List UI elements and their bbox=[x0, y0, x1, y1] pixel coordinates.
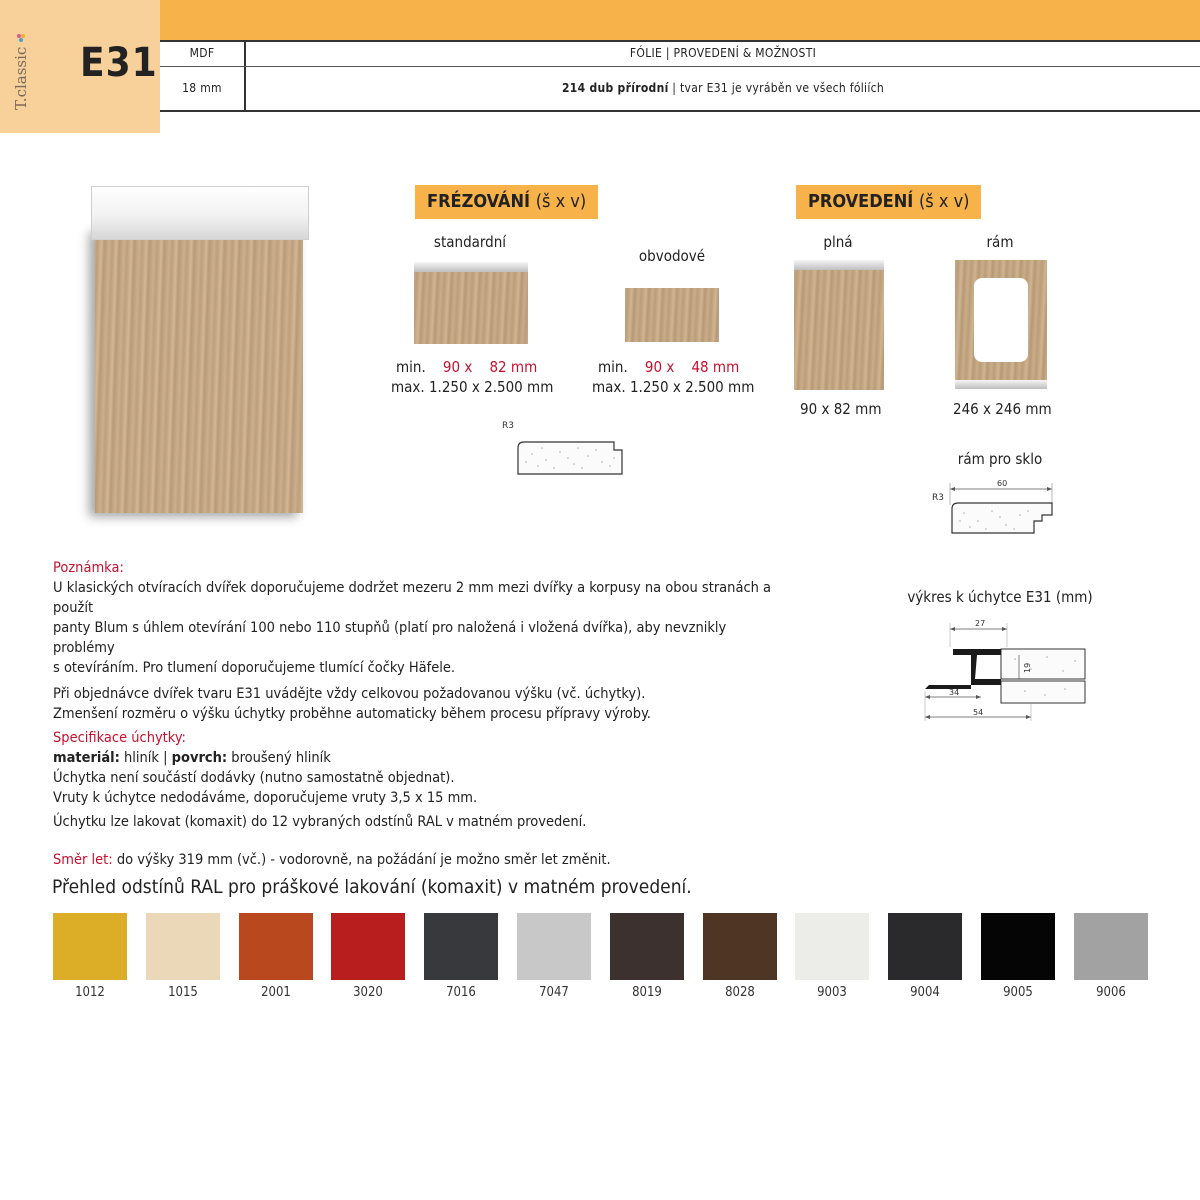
ral-title: Přehled odstínů RAL pro práškové lakování (komaxit) v matném provedení. bbox=[52, 876, 692, 898]
dim-54: 54 bbox=[973, 708, 984, 717]
ral-code-9003: 9003 bbox=[817, 985, 847, 1000]
ral-code-9006: 9006 bbox=[1096, 985, 1126, 1000]
frame-sample bbox=[955, 260, 1047, 380]
ral-swatch-9006 bbox=[1074, 913, 1148, 980]
ral-code-9004: 9004 bbox=[910, 985, 940, 1000]
order-line-2: Zmenšení rozměru o výšku úchytky proběhne automaticky během procesu přípravy výroby. bbox=[53, 706, 651, 722]
spec-line-3: Vruty k úchytce nedodáváme, doporučujeme vruty 3,5 x 15 mm. bbox=[53, 790, 478, 806]
col-header-foil: FÓLIE | PROVEDENÍ & MOŽNOSTI bbox=[629, 46, 817, 60]
spec-line-2: Úchytka není součástí dodávky (nutno samostatně objednat). bbox=[53, 770, 455, 786]
solid-handle-strip bbox=[794, 260, 884, 270]
design-header: PROVEDENÍ (š x v) bbox=[796, 185, 981, 219]
ral-code-2001: 2001 bbox=[261, 985, 291, 1000]
dim-27: 27 bbox=[975, 619, 986, 628]
door-handle-image bbox=[91, 186, 309, 240]
handle-technical-drawing bbox=[915, 615, 1090, 725]
note-line-2: panty Blum s úhlem otevírání 100 nebo 110 stupňů (platí pro naložená i vložená dvířka), aby nevznikly problémy bbox=[53, 620, 727, 656]
brand-logo-text: T.classic bbox=[12, 46, 30, 110]
ral-code-3020: 3020 bbox=[353, 985, 383, 1000]
frame-dims: 246 x 246 mm bbox=[953, 400, 1052, 418]
model-code: E31 bbox=[80, 40, 158, 86]
dim-34: 34 bbox=[949, 688, 960, 697]
solid-sample bbox=[794, 270, 884, 390]
spec-title: Specifikace úchytky: bbox=[53, 730, 186, 746]
ral-code-9005: 9005 bbox=[1003, 985, 1033, 1000]
handle-drawing-title: výkres k úchytce E31 (mm) bbox=[907, 588, 1093, 606]
ral-swatch-8028 bbox=[703, 913, 777, 980]
milling-profile-drawing bbox=[502, 418, 632, 480]
ral-swatch-7016 bbox=[424, 913, 498, 980]
foil-note: | tvar E31 je vyráběn ve všech fóliích bbox=[668, 81, 885, 95]
standard-max: max. 1.250 x 2.500 mm bbox=[391, 378, 554, 396]
spec-material: materiál: hliník | povrch: broušený hliník bbox=[53, 750, 331, 766]
ral-code-1012: 1012 bbox=[75, 985, 105, 1000]
dim-19: 19 bbox=[1023, 662, 1032, 673]
ral-code-8028: 8028 bbox=[725, 985, 755, 1000]
ral-swatch-2001 bbox=[239, 913, 313, 980]
ral-code-1015: 1015 bbox=[168, 985, 198, 1000]
note-line-1: U klasických otvíracích dvířek doporučujeme dodržet mezeru 2 mm mezi dvířky a korpusy na obou stranách a použít bbox=[53, 580, 772, 616]
table-row-divider bbox=[160, 66, 1200, 67]
order-line-1: Při objednávce dvířek tvaru E31 uvádějte vždy celkovou požadovanou výšku (vč. úchytky). bbox=[53, 686, 646, 702]
ral-swatch-9004 bbox=[888, 913, 962, 980]
spec-line-4: Úchytku lze lakovat (komaxit) do 12 vybraných odstínů RAL v matném provedení. bbox=[53, 814, 587, 830]
ral-swatch-9005 bbox=[981, 913, 1055, 980]
door-image bbox=[95, 228, 303, 513]
milling-perimeter-label: obvodové bbox=[638, 247, 706, 265]
ral-swatch-1015 bbox=[146, 913, 220, 980]
frame-opening bbox=[974, 278, 1028, 362]
solid-dims: 90 x 82 mm bbox=[800, 400, 882, 418]
frame-handle-strip bbox=[955, 380, 1047, 389]
notes-block bbox=[53, 558, 773, 870]
thickness-value: 18 mm bbox=[182, 81, 222, 95]
design-frame-label: rám bbox=[986, 233, 1014, 251]
foil-name: 214 dub přírodní bbox=[561, 81, 669, 95]
r3-label: R3 bbox=[502, 421, 514, 431]
glass-frame-width-label: 60 bbox=[997, 479, 1008, 488]
header-band bbox=[160, 0, 1200, 40]
note-line-3: s otevíráním. Pro tlumení doporučujeme tlumící čočky Häfele. bbox=[53, 660, 456, 676]
ral-swatch-1012 bbox=[53, 913, 127, 980]
milling-header: FRÉZOVÁNÍ (š x v) bbox=[415, 185, 598, 219]
ral-swatch-9003 bbox=[795, 913, 869, 980]
note-title: Poznámka: bbox=[53, 560, 124, 576]
ral-swatch-3020 bbox=[331, 913, 405, 980]
logo-dots-icon bbox=[16, 28, 24, 36]
foil-value bbox=[246, 81, 1200, 95]
standard-min: min. 90 x 82 mm bbox=[396, 358, 538, 376]
ral-code-7047: 7047 bbox=[539, 985, 569, 1000]
grain-direction: Směr let: do výšky 319 mm (vč.) - vodorovně, na požádání je možno směr let změnit. bbox=[53, 852, 611, 868]
perimeter-min: min. 90 x 48 mm bbox=[598, 358, 740, 376]
standard-sample bbox=[414, 272, 528, 344]
col-header-mdf: MDF bbox=[189, 46, 215, 60]
design-solid-label: plná bbox=[823, 233, 853, 251]
ral-swatch-7047 bbox=[517, 913, 591, 980]
ral-code-8019: 8019 bbox=[632, 985, 662, 1000]
ral-code-7016: 7016 bbox=[446, 985, 476, 1000]
standard-handle-strip bbox=[414, 262, 528, 272]
perimeter-max: max. 1.250 x 2.500 mm bbox=[592, 378, 755, 396]
ral-swatch-8019 bbox=[610, 913, 684, 980]
glass-frame-drawing bbox=[930, 475, 1060, 537]
glass-frame-label: rám pro sklo bbox=[957, 450, 1043, 468]
glass-frame-r3-label: R3 bbox=[932, 493, 944, 503]
milling-standard-label: standardní bbox=[433, 233, 507, 251]
perimeter-sample bbox=[625, 288, 719, 342]
